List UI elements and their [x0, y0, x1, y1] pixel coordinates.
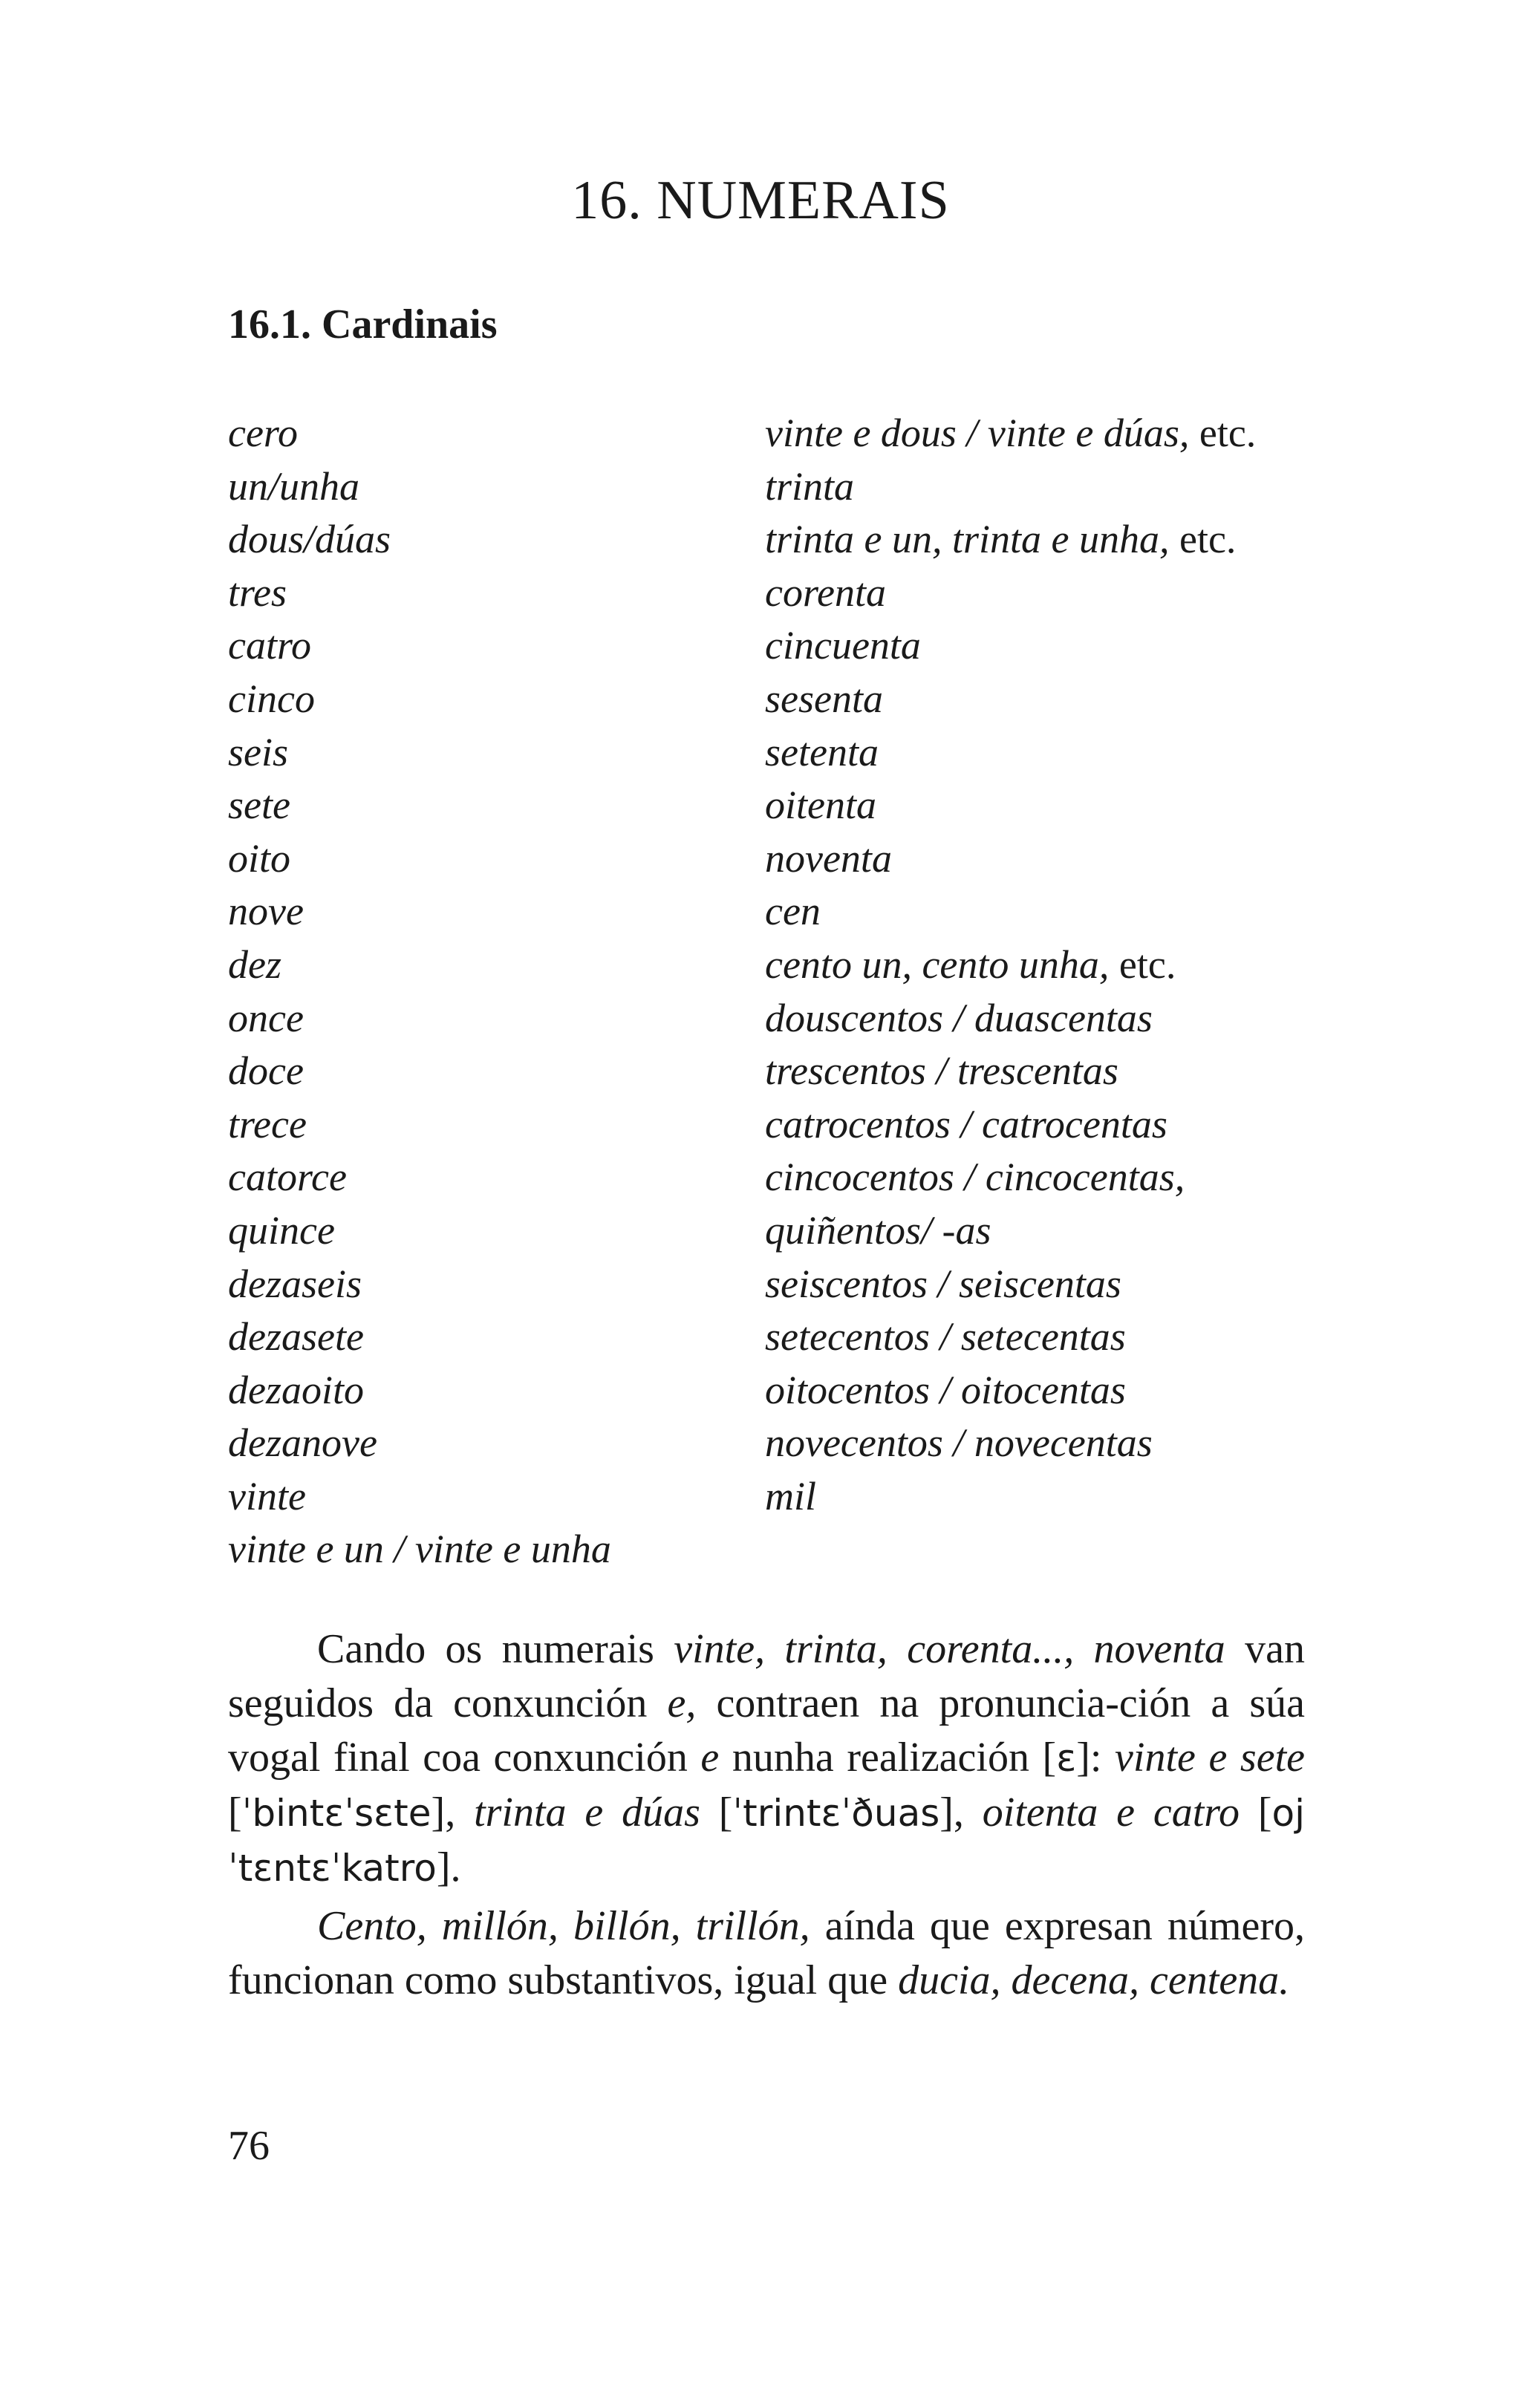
- page-number: 76: [228, 2123, 270, 2169]
- numeral-word: cen: [765, 889, 821, 934]
- italic-run: Cento, millón, billón, trillón,: [317, 1903, 810, 1949]
- ipa-transcription: ɛ: [1056, 1737, 1077, 1780]
- numeral-word: un/unha: [228, 463, 360, 509]
- text-run: ].: [436, 1844, 461, 1890]
- numeral-word: novecentos / novecentas: [765, 1420, 1153, 1466]
- text-run: ]:: [1076, 1735, 1115, 1781]
- numeral-word: oitocentos / oitocentas: [765, 1367, 1126, 1412]
- numeral-word: corenta: [765, 570, 886, 615]
- numeral-word: vinte e un / vinte e unha: [228, 1527, 611, 1572]
- numeral-word: seis: [228, 729, 288, 774]
- body-paragraph-substantives: [228, 1899, 1305, 2008]
- numeral-word: dezasete: [228, 1314, 364, 1360]
- numeral-item: [765, 407, 1256, 460]
- numeral-item: [228, 407, 611, 460]
- numeral-word: once: [228, 995, 304, 1040]
- numeral-item: [228, 1311, 611, 1364]
- ipa-transcription: ojˈtɛntɛˈkatro: [228, 1792, 1306, 1890]
- numeral-word: sesenta: [765, 676, 883, 721]
- numeral-word: dous/dúas: [228, 517, 391, 562]
- italic-run: vinte, trinta, corenta..., noventa: [674, 1626, 1225, 1672]
- text-run: ],: [939, 1789, 983, 1836]
- numeral-item: [765, 513, 1256, 567]
- numeral-word: dezanove: [228, 1420, 377, 1466]
- numeral-word: trece: [228, 1101, 307, 1146]
- ipa-transcription: ˈtrintɛˈðuas: [732, 1792, 940, 1835]
- numeral-word: douscentos / duascentas: [765, 995, 1153, 1040]
- section-heading: 16.1. Cardinais: [228, 301, 498, 348]
- numeral-item: [765, 1470, 1256, 1524]
- numeral-item: [765, 673, 1256, 726]
- italic-run: e: [700, 1735, 720, 1781]
- numeral-item: [228, 1258, 611, 1311]
- text-run: [: [228, 1789, 242, 1836]
- numeral-item: [228, 1151, 611, 1204]
- numeral-word: catorce: [228, 1155, 347, 1200]
- numeral-item: [228, 1523, 611, 1576]
- numeral-item: [228, 619, 611, 673]
- numeral-item: [765, 460, 1256, 514]
- numeral-word: quiñentos/ -as: [765, 1207, 991, 1253]
- cardinals-right-column: [765, 407, 1256, 1523]
- numeral-word: setenta: [765, 729, 879, 774]
- numeral-word: sete: [228, 783, 290, 828]
- numeral-item: [228, 885, 611, 939]
- numeral-item: [765, 1417, 1256, 1470]
- chapter-title: 16. NUMERAIS: [571, 170, 950, 231]
- numeral-item: [765, 1098, 1256, 1152]
- numeral-item: [228, 1364, 611, 1417]
- numeral-item: [228, 513, 611, 567]
- text-run: van seguidos da conxunción: [228, 1626, 1305, 1726]
- numeral-word: cero: [228, 411, 298, 455]
- numeral-item: [228, 832, 611, 886]
- numeral-word: seiscentos / seiscentas: [765, 1261, 1121, 1306]
- numeral-word: dezaoito: [228, 1367, 364, 1412]
- text-run: nunha realización [: [719, 1735, 1057, 1781]
- numeral-item: [228, 1470, 611, 1524]
- numeral-word: trinta: [765, 463, 855, 509]
- numeral-item: [228, 1045, 611, 1098]
- text-run: [: [700, 1789, 733, 1836]
- numeral-word: oito: [228, 835, 291, 881]
- numeral-item: [765, 1364, 1256, 1417]
- numeral-word: vinte: [228, 1473, 306, 1518]
- numeral-item: [765, 779, 1256, 832]
- numeral-item: [765, 1258, 1256, 1311]
- numeral-item: [228, 939, 611, 992]
- numeral-word: noventa: [765, 835, 892, 881]
- numeral-word: tres: [228, 570, 287, 615]
- numeral-word: mil: [765, 1473, 817, 1518]
- numeral-word: dez: [228, 942, 281, 987]
- numeral-item: [765, 939, 1256, 992]
- text-run: ],: [431, 1789, 475, 1836]
- numeral-word: trescentos / trescentas: [765, 1048, 1118, 1094]
- numeral-word: catro: [228, 623, 311, 668]
- numeral-item: [765, 885, 1256, 939]
- numeral-item: [765, 1151, 1256, 1204]
- text-run: Cando os numerais: [317, 1626, 674, 1672]
- italic-run: vinte e sete: [1115, 1735, 1305, 1781]
- numeral-item: [228, 673, 611, 726]
- numeral-item: [765, 726, 1256, 780]
- numeral-item: [228, 1098, 611, 1152]
- numeral-item: [228, 1204, 611, 1258]
- numeral-suffix: etc.: [1169, 517, 1237, 562]
- numeral-item: [765, 567, 1256, 620]
- numeral-word: quince: [228, 1207, 335, 1253]
- numeral-suffix: etc.: [1189, 411, 1257, 455]
- numeral-item: [228, 992, 611, 1045]
- numeral-word: oitenta: [765, 783, 876, 828]
- numeral-suffix: etc.: [1109, 942, 1176, 987]
- numeral-item: [228, 1417, 611, 1470]
- numeral-word: catrocentos / catrocentas: [765, 1101, 1167, 1146]
- cardinals-left-column: [228, 407, 611, 1576]
- italic-run: oitenta e catro: [982, 1789, 1240, 1836]
- numeral-item: [765, 1311, 1256, 1364]
- numeral-item: [228, 726, 611, 780]
- numeral-item: [765, 1204, 1256, 1258]
- numeral-item: [228, 567, 611, 620]
- numeral-word: nove: [228, 889, 304, 934]
- numeral-word: cento un, cento unha,: [765, 942, 1110, 987]
- italic-run: e,: [667, 1680, 697, 1726]
- numeral-word: cinco: [228, 676, 315, 721]
- italic-run: ducia, decena, centena.: [898, 1957, 1290, 2003]
- numeral-item: [765, 832, 1256, 886]
- italic-run: trinta e dúas: [474, 1789, 700, 1836]
- numeral-item: [765, 619, 1256, 673]
- numeral-word: doce: [228, 1048, 304, 1094]
- numeral-word: cincuenta: [765, 623, 921, 668]
- ipa-transcription: ˈbintɛˈsɛte: [241, 1792, 431, 1835]
- numeral-item: [765, 1045, 1256, 1098]
- text-run: [: [1240, 1789, 1272, 1836]
- numeral-item: [228, 779, 611, 832]
- text-run: aínda que expresan número, funcionan como substantivos, igual que: [228, 1903, 1305, 2003]
- numeral-word: cincocentos / cincocentas,: [765, 1155, 1185, 1200]
- text-run: contraen na pronuncia-ción a súa vogal final coa conxunción: [228, 1680, 1305, 1781]
- numeral-word: trinta e un, trinta e unha,: [765, 517, 1170, 562]
- numeral-item: [765, 992, 1256, 1045]
- numeral-word: setecentos / setecentas: [765, 1314, 1126, 1360]
- body-paragraph-contraction: [228, 1622, 1305, 1896]
- numeral-word: dezaseis: [228, 1261, 362, 1306]
- numeral-item: [228, 460, 611, 514]
- numeral-word: vinte e dous / vinte e dúas,: [765, 411, 1190, 455]
